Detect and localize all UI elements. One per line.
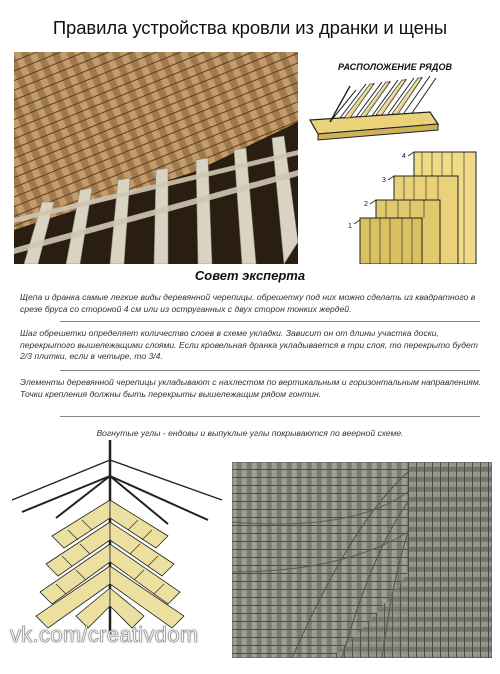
roof-photo-bottom: [232, 462, 492, 658]
step-number-3: 3: [382, 177, 386, 184]
step-number-2: 2: [364, 201, 368, 208]
paragraph-shingle-types: Щепа и дранка самые легкие виды деревянной черепицы. обрешетку под них можно сделать из квадратного в срезе бруса со стороной 4 см или из оструганных с двух сторон тонких жердей.: [20, 292, 476, 314]
paragraph-batten-step: Шаг обрешетки определяет количество слоев в схеме укладки. Зависит он от длины участка доски, перекрытого вышележащими слоями. Если кровельная дранка укладывается в три слоя, то перекрыто будет 2/3 плитки, если в четыре, то 3/4.: [20, 328, 478, 361]
page-title: Правила устройства кровли из дранки и щены: [52, 17, 448, 38]
rows-layout-label: РАСПОЛОЖЕНИЕ РЯДОВ: [338, 62, 453, 72]
step-number-1: 1: [348, 223, 352, 230]
step-number-4: 4: [402, 153, 406, 160]
roof-photo-top: [14, 52, 298, 264]
hip-fan-diagram: [12, 440, 230, 634]
rows-layout-diagram: [300, 72, 450, 142]
paragraph-overlap: Элементы деревянной черепицы укладывают с нахлестом по вертикальным и горизонтальным направлениям. Точки крепления должны быть перекрыты вышележащим рядом гонтин.: [20, 377, 482, 399]
divider: [60, 416, 480, 417]
paragraph-corners: Вогнутые углы - ендовы и выпуклые углы покрываются по веерной схеме.: [96, 428, 404, 438]
layer-steps-diagram: [340, 142, 490, 264]
watermark: vk.com/creativdom: [10, 622, 199, 647]
divider: [60, 370, 480, 371]
divider: [60, 321, 480, 322]
expert-advice-heading: Совет эксперта: [194, 268, 306, 283]
